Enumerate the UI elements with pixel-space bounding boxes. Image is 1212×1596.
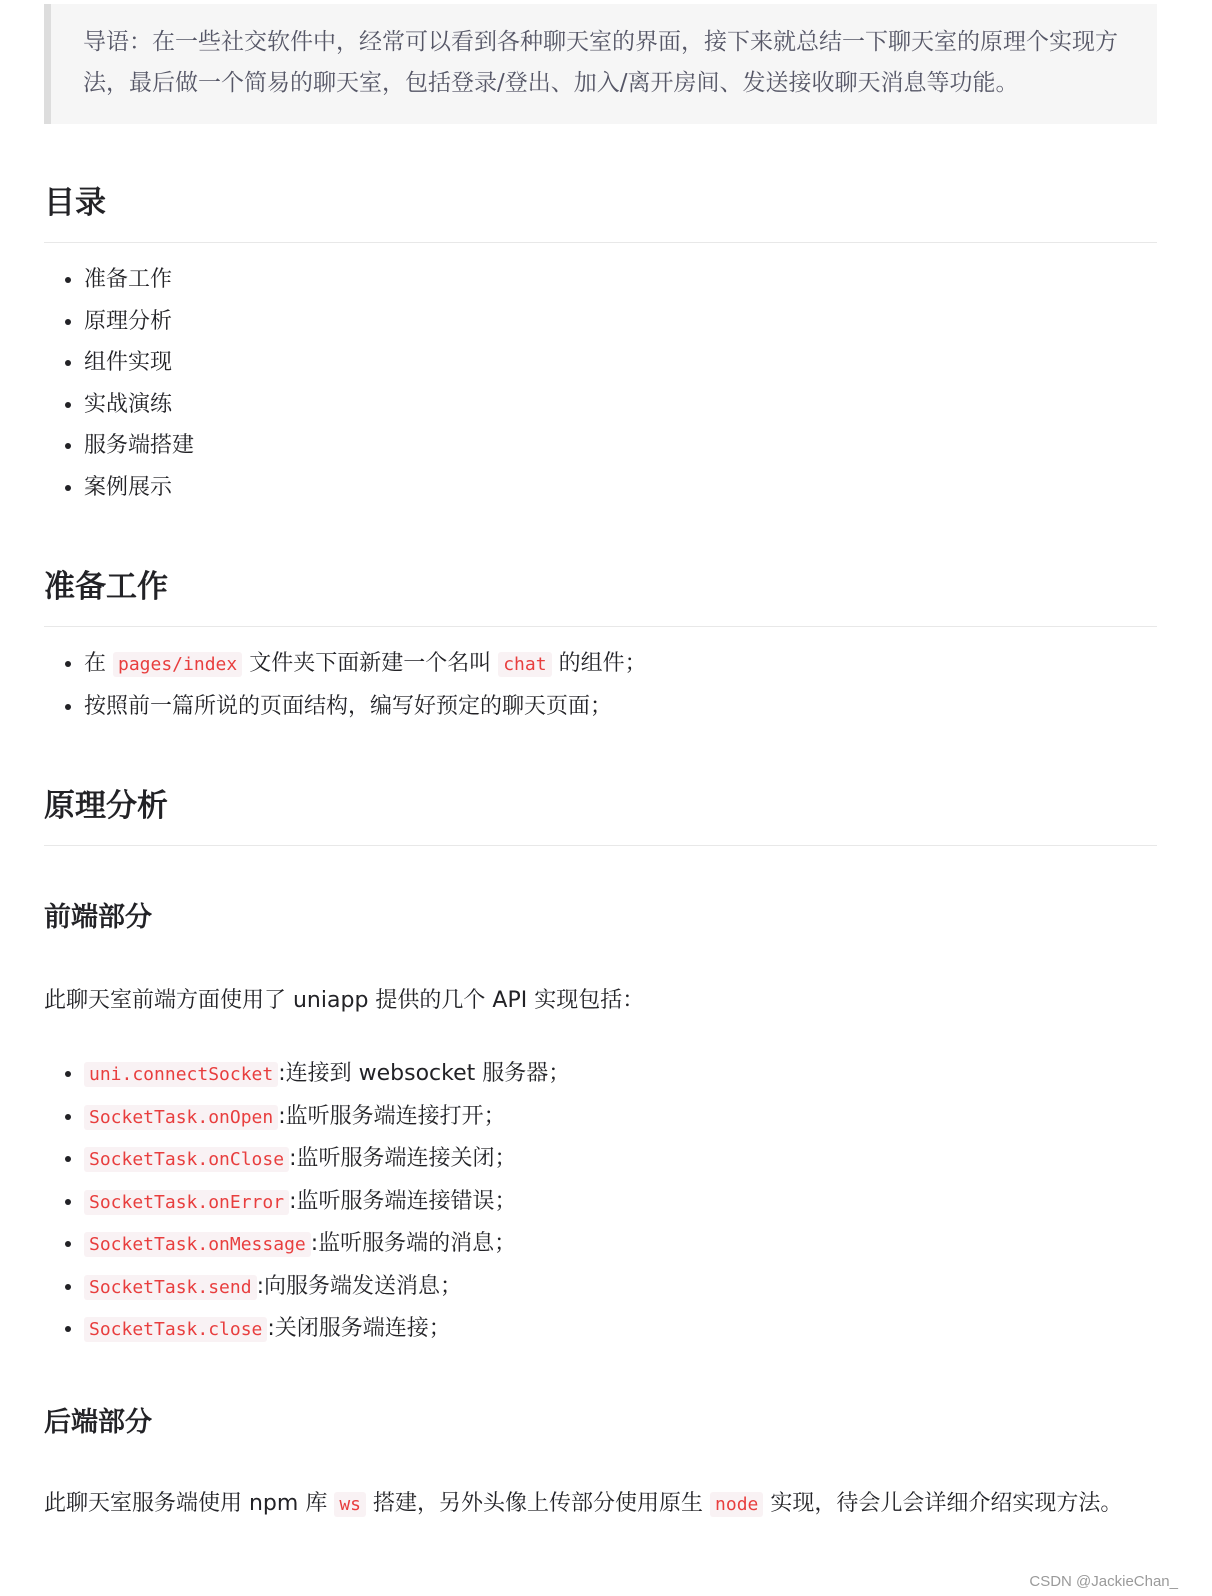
prep-heading: 准备工作	[44, 566, 1157, 627]
backend-text-c: 实现，待会儿会详细介绍实现方法。	[763, 1490, 1123, 1516]
api-code: SocketTask.onOpen	[84, 1105, 278, 1130]
api-desc: :监听服务端连接错误；	[289, 1188, 517, 1214]
api-desc: :向服务端发送消息；	[256, 1273, 462, 1299]
backend-paragraph	[44, 1483, 1157, 1525]
prep-item-1-text-c: 的组件；	[551, 651, 647, 676]
prep-item-1	[84, 643, 1157, 686]
toc-item-principle[interactable]: • 原理分析	[84, 301, 1157, 343]
api-code: SocketTask.close	[84, 1317, 267, 1342]
api-desc: :监听服务端连接打开；	[278, 1103, 506, 1129]
prep-list	[44, 643, 1157, 727]
api-code: SocketTask.send	[84, 1275, 257, 1300]
api-desc: :监听服务端连接关闭；	[289, 1146, 517, 1171]
api-code: SocketTask.onMessage	[84, 1232, 311, 1257]
prep-item-1-text-a: 在	[84, 651, 113, 676]
toc-item-demo[interactable]: • 案例展示	[84, 467, 1157, 509]
frontend-heading: 前端部分	[44, 902, 152, 933]
backend-heading: 后端部分	[44, 1406, 152, 1438]
api-item	[84, 1181, 1157, 1224]
intro-blockquote	[44, 4, 1157, 124]
api-code: uni.connectSocket	[84, 1062, 278, 1087]
code-ws: ws	[334, 1492, 366, 1517]
api-item	[84, 1096, 1157, 1139]
intro-text: 导语：在一些社交软件中，经常可以看到各种聊天室的界面，接下来就总结一下聊天室的原理个实现方法，最后做一个简易的聊天室，包括登录/登出、加入/离开房间、发送接收聊天消息等功能。	[83, 29, 1118, 96]
api-item	[84, 1053, 1157, 1096]
api-item	[84, 1223, 1157, 1266]
frontend-paragraph: 此聊天室前端方面使用了 uniapp 提供的几个 API 实现包括：	[44, 988, 645, 1013]
backend-text-a: 此聊天室服务端使用 npm 库	[44, 1490, 335, 1516]
api-code: SocketTask.onError	[84, 1190, 289, 1215]
api-item	[84, 1308, 1157, 1351]
prep-item-1-text-b: 文件夹下面新建一个名叫	[242, 651, 499, 676]
csdn-watermark: CSDN @JackieChan_	[1029, 1573, 1178, 1590]
toc-list	[44, 259, 1157, 508]
code-node: node	[710, 1492, 763, 1517]
article-content	[44, 0, 1157, 1525]
api-list	[44, 1053, 1157, 1351]
toc-item-prep[interactable]: • 准备工作	[84, 259, 1157, 301]
code-pages-index: pages/index	[113, 652, 242, 677]
api-desc: :监听服务端的消息；	[310, 1231, 517, 1256]
toc-item-component[interactable]: • 组件实现	[84, 342, 1157, 384]
api-item	[84, 1138, 1157, 1181]
api-code: SocketTask.onClose	[84, 1147, 289, 1172]
api-item	[84, 1266, 1157, 1309]
code-chat: chat	[498, 652, 551, 677]
backend-text-b: 搭建，另外头像上传部分使用原生	[366, 1490, 711, 1516]
toc-item-practice[interactable]: • 实战演练	[84, 384, 1157, 426]
prep-item-2: • 按照前一篇所说的页面结构，编写好预定的聊天页面；	[84, 686, 1157, 728]
toc-heading: 目录	[44, 182, 1157, 243]
api-desc: :关闭服务端连接；	[267, 1316, 451, 1341]
principle-heading: 原理分析	[44, 785, 1157, 846]
toc-item-server[interactable]: • 服务端搭建	[84, 425, 1157, 467]
api-desc: :连接到 websocket 服务器；	[278, 1061, 571, 1086]
